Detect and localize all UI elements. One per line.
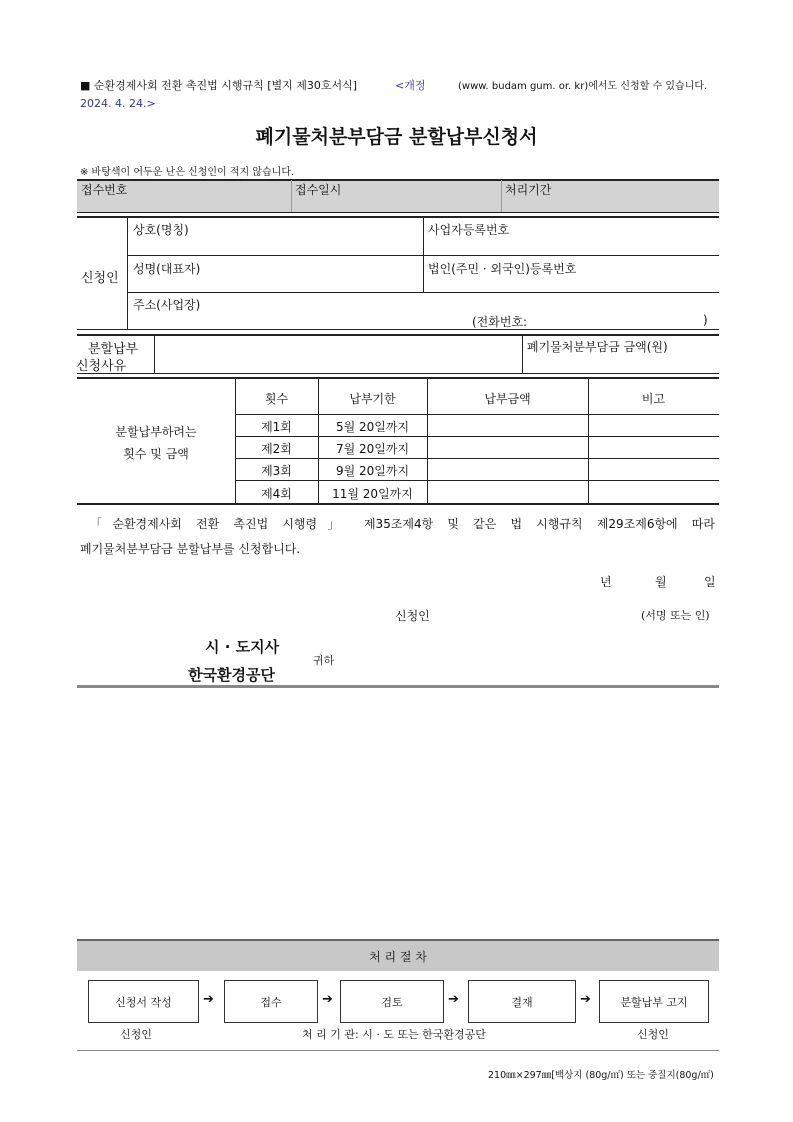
reason-label-line2: 신청사유 bbox=[76, 359, 127, 374]
corporate-number-label: 법인(주민 · 외국인)등록번호 bbox=[428, 262, 577, 276]
header-due-date: 납부기한 bbox=[349, 392, 396, 406]
divider bbox=[77, 373, 719, 374]
phone-label: (전화번호: bbox=[472, 315, 528, 329]
statement-line1: 「순환경제사회 전환 촉진법 시행령」 제35조제4항 및 같은 법 시행규칙 제29조제6항에 따라 bbox=[90, 517, 715, 531]
step-label: 분할납부 고지 bbox=[620, 995, 688, 1009]
section-end-rule bbox=[77, 685, 719, 688]
step-application bbox=[88, 980, 199, 1023]
phone-close: ) bbox=[703, 313, 708, 327]
divider bbox=[522, 336, 523, 373]
divider bbox=[127, 218, 128, 329]
header-count: 횟수 bbox=[264, 392, 289, 406]
step-label: 결재 bbox=[511, 995, 533, 1009]
arrow-icon: ➔ bbox=[203, 992, 214, 1007]
row-count: 제3회 bbox=[261, 464, 292, 478]
step-receipt bbox=[224, 980, 318, 1023]
amendment-start: <개정 bbox=[395, 79, 426, 92]
section-border bbox=[77, 216, 719, 218]
date-month: 월 bbox=[655, 575, 667, 589]
form-reference: ■ 순환경제사회 전환 촉진법 시행규칙 [별지 제30호서식] bbox=[80, 79, 358, 92]
section-border bbox=[77, 377, 719, 379]
procedure-bottom-rule bbox=[77, 1050, 719, 1051]
representative-name-label: 성명(대표자) bbox=[133, 262, 201, 276]
step-label: 검토 bbox=[381, 995, 403, 1009]
charge-amount-label: 폐기물처분부담금 금액(원) bbox=[527, 340, 668, 354]
section-border bbox=[77, 334, 719, 336]
honorific: 귀하 bbox=[313, 654, 335, 667]
top-border bbox=[77, 179, 719, 181]
divider bbox=[235, 458, 719, 459]
divider bbox=[127, 292, 719, 293]
company-name-label: 상호(명칭) bbox=[133, 223, 189, 237]
role-applicant: 신청인 bbox=[637, 1028, 669, 1041]
section-border bbox=[77, 503, 719, 505]
divider bbox=[77, 212, 719, 213]
role-applicant: 신청인 bbox=[120, 1028, 152, 1041]
arrow-icon: ➔ bbox=[448, 992, 459, 1007]
row-due: 9월 20일까지 bbox=[335, 464, 410, 478]
divider bbox=[235, 480, 719, 481]
step-label: 접수 bbox=[260, 995, 282, 1009]
row-count: 제4회 bbox=[261, 487, 292, 501]
header-note: 비고 bbox=[641, 392, 666, 406]
row-count: 제1회 bbox=[261, 420, 292, 434]
divider bbox=[235, 436, 719, 437]
address-label: 주소(사업장) bbox=[133, 298, 201, 312]
addressee-governor: 시 · 도지사 bbox=[205, 638, 280, 656]
receipt-row bbox=[77, 180, 719, 212]
signature-mark-label: (서명 또는 인) bbox=[641, 609, 710, 622]
row-due: 5월 20일까지 bbox=[335, 420, 410, 434]
reason-label-line1: 분할납부 bbox=[88, 342, 139, 357]
step-approval bbox=[468, 980, 576, 1023]
divider bbox=[501, 180, 502, 212]
statement-line2: 폐기물처분부담금 분할납부를 신청합니다. bbox=[80, 542, 301, 556]
divider bbox=[77, 329, 719, 330]
online-note: (www. budam gum. or. kr)에서도 신청할 수 있습니다. bbox=[458, 81, 708, 92]
step-label: 신청서 작성 bbox=[115, 995, 172, 1009]
procedure-title: 처 리 절 차 bbox=[369, 950, 427, 964]
notice-text: ※ 바탕색이 어두운 난은 신청인이 적지 않습니다. bbox=[80, 167, 295, 178]
divider bbox=[291, 180, 292, 212]
installment-section-line2: 횟수 및 금액 bbox=[123, 447, 189, 461]
arrow-icon: ➔ bbox=[580, 992, 591, 1007]
receipt-date-label: 접수일시 bbox=[295, 183, 342, 197]
divider bbox=[235, 414, 719, 415]
header-amount: 납부금액 bbox=[484, 392, 531, 406]
step-review bbox=[340, 980, 444, 1023]
date-year: 년 bbox=[600, 575, 612, 589]
row-due: 11월 20일까지 bbox=[332, 487, 413, 501]
paper-spec: 210㎜×297㎜[백상지 (80g/㎡) 또는 중질지(80g/㎡) bbox=[488, 1070, 714, 1081]
step-notice bbox=[599, 980, 709, 1023]
date-day: 일 bbox=[704, 575, 716, 589]
form-title: 폐기물처분부담금 분할납부신청서 bbox=[255, 126, 538, 148]
processing-period-label: 처리기간 bbox=[505, 183, 552, 197]
amendment-date: 2024. 4. 24.> bbox=[80, 97, 156, 110]
installment-section-line1: 분할납부하려는 bbox=[115, 425, 197, 439]
addressee-agency: 한국환경공단 bbox=[188, 666, 275, 684]
applicant-section-label: 신청인 bbox=[81, 271, 119, 286]
receipt-number-label: 접수번호 bbox=[81, 183, 128, 197]
row-count: 제2회 bbox=[261, 442, 292, 456]
divider bbox=[127, 255, 719, 256]
role-processing-agency: 처 리 기 관: 시 · 도 또는 한국환경공단 bbox=[302, 1028, 486, 1041]
signature-applicant-label: 신청인 bbox=[395, 609, 430, 623]
arrow-icon: ➔ bbox=[322, 992, 333, 1007]
divider bbox=[154, 336, 155, 373]
business-number-label: 사업자등록번호 bbox=[428, 223, 510, 237]
row-due: 7월 20일까지 bbox=[335, 442, 410, 456]
